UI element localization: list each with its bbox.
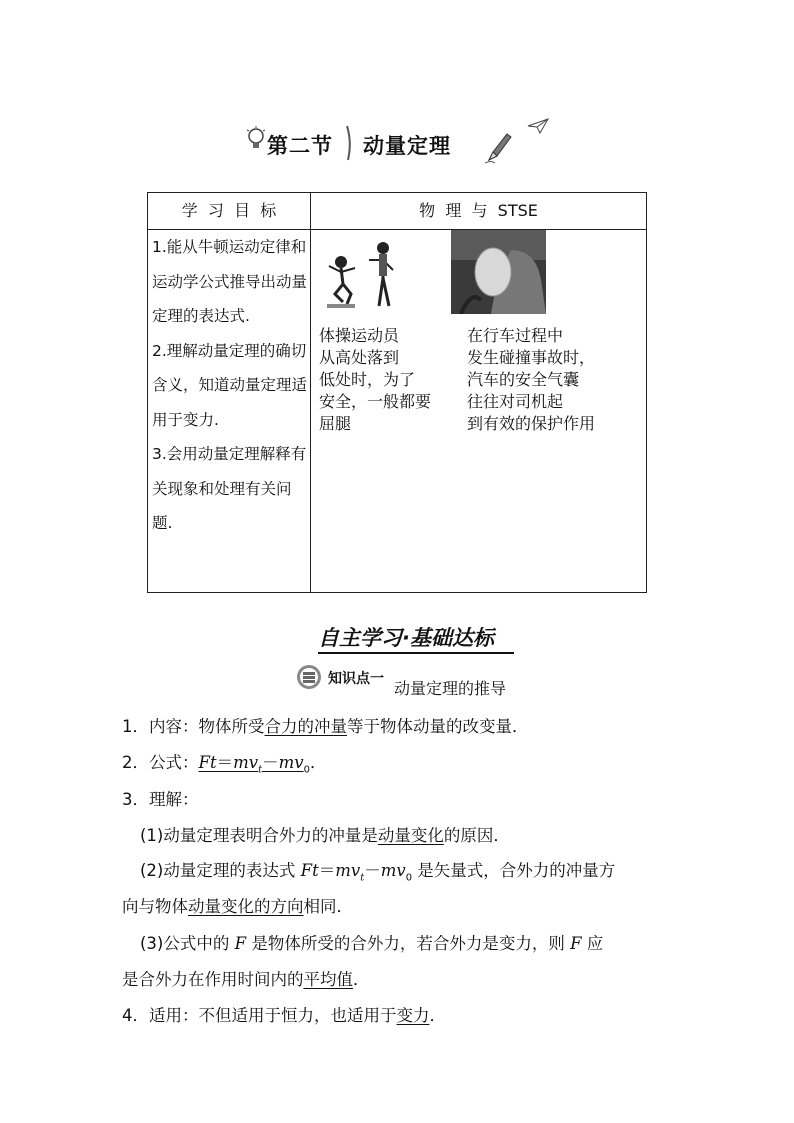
point-2-line-1 <box>140 857 700 883</box>
formula-part: Ft <box>198 753 217 772</box>
item-text: 4．适用：不但适用于恒力，也适用于 <box>122 1006 397 1025</box>
point-1 <box>140 822 700 846</box>
banner-underline <box>318 652 514 654</box>
formula-subscript: t <box>360 872 365 884</box>
airbag-caption: 在行车过程中 发生碰撞事故时， 汽车的安全气囊 往往对司机起 到有效的保护作用 <box>467 326 596 433</box>
formula-part: mv <box>380 861 406 880</box>
answer-underlined: 平均值 <box>303 970 353 989</box>
item-text: 1．内容：物体所受 <box>122 717 265 736</box>
formula-part: － <box>262 753 279 772</box>
formula-part: F <box>570 934 582 953</box>
section-number: 第二节 <box>267 133 333 158</box>
formula-part: mv <box>233 753 259 772</box>
paper-plane-icon <box>527 118 549 134</box>
gymnast-caption: 体操运动员 从高处落到 低处时，为了 安全，一般都要 屈腿 <box>319 326 432 433</box>
lightbulb-icon <box>245 126 267 152</box>
answer-underlined: 动量变化 <box>377 826 444 845</box>
formula-subscript: 0 <box>405 872 413 884</box>
item-applicability <box>122 1002 682 1026</box>
item-text: ． <box>429 1006 446 1025</box>
pencil-icon <box>485 130 515 164</box>
goals-cell <box>148 230 311 592</box>
formula-subscript: 0 <box>303 764 310 776</box>
point-3-line-2 <box>122 966 682 990</box>
answer-formula <box>198 753 310 776</box>
banner-title: 自主学习·基础达标 <box>318 626 494 650</box>
point-2-line-2 <box>122 893 682 917</box>
formula-part: － <box>364 861 381 880</box>
header-physics-stse: 物 理 与 STSE <box>419 201 538 220</box>
formula-part: Ft <box>300 861 319 880</box>
answer-underlined: 合力的冲量 <box>264 717 347 736</box>
formula-part: ＝ <box>318 861 336 880</box>
gymnasts-illustration <box>321 236 401 312</box>
stse-cell <box>311 230 646 592</box>
item-text: 是物体所受的合外力，若合外力是变力，则 <box>246 934 571 953</box>
answer-underlined: 变力 <box>396 1006 430 1025</box>
item-text: (2)动量定理的表达式 <box>140 861 301 880</box>
formula-part: mv <box>278 753 304 772</box>
item-text: 向与物体 <box>122 897 188 916</box>
item-text: (1)动量定理表明合外力的冲量是 <box>140 826 378 845</box>
point-3-line-1 <box>140 930 700 954</box>
answer-underlined: 动量变化的方向 <box>188 897 304 916</box>
section-title: 动量定理 <box>363 133 451 158</box>
airbag-photo <box>451 230 546 314</box>
item-text: 相同． <box>303 897 353 916</box>
formula-subscript: t <box>258 764 263 776</box>
item-text: 是合外力在作用时间内的 <box>122 970 304 989</box>
section-heading <box>245 118 545 170</box>
item-content <box>122 713 682 737</box>
header-learning-goals: 学 习 目 标 <box>148 193 311 229</box>
item-text: ． <box>353 970 370 989</box>
item-text: 的原因． <box>443 826 510 845</box>
item-text: 2．公式： <box>122 753 199 772</box>
table-header-row <box>148 193 646 230</box>
section-banner <box>318 622 518 654</box>
book-stack-icon <box>296 664 322 690</box>
item-text: 等于物体动量的改变量． <box>347 717 529 736</box>
item-text: 应 <box>581 934 604 953</box>
formula-part: mv <box>335 861 361 880</box>
knowledge-point-title: 动量定理的推导 <box>394 679 507 698</box>
item-text: ． <box>309 753 327 772</box>
item-text: 是矢量式，合外力的冲量方 <box>412 861 616 880</box>
formula-part: F <box>234 934 247 953</box>
item-understanding: 3．理解： <box>122 790 199 809</box>
objectives-table <box>147 192 647 593</box>
knowledge-point-heading <box>296 664 556 698</box>
item-text: (3)公式中的 <box>140 934 235 953</box>
formula-part: ＝ <box>216 753 234 772</box>
knowledge-point-label: 知识点一 <box>328 671 384 687</box>
title-divider <box>345 122 353 162</box>
goals-text: 1.能从牛顿运动定律和运动学公式推导出动量定理的表达式. 2.理解动量定理的确切含义，知道动量定理适用于变力. 3.会用动量定理解释有关现象和处理有关问题. <box>152 238 308 532</box>
item-formula <box>122 749 682 775</box>
